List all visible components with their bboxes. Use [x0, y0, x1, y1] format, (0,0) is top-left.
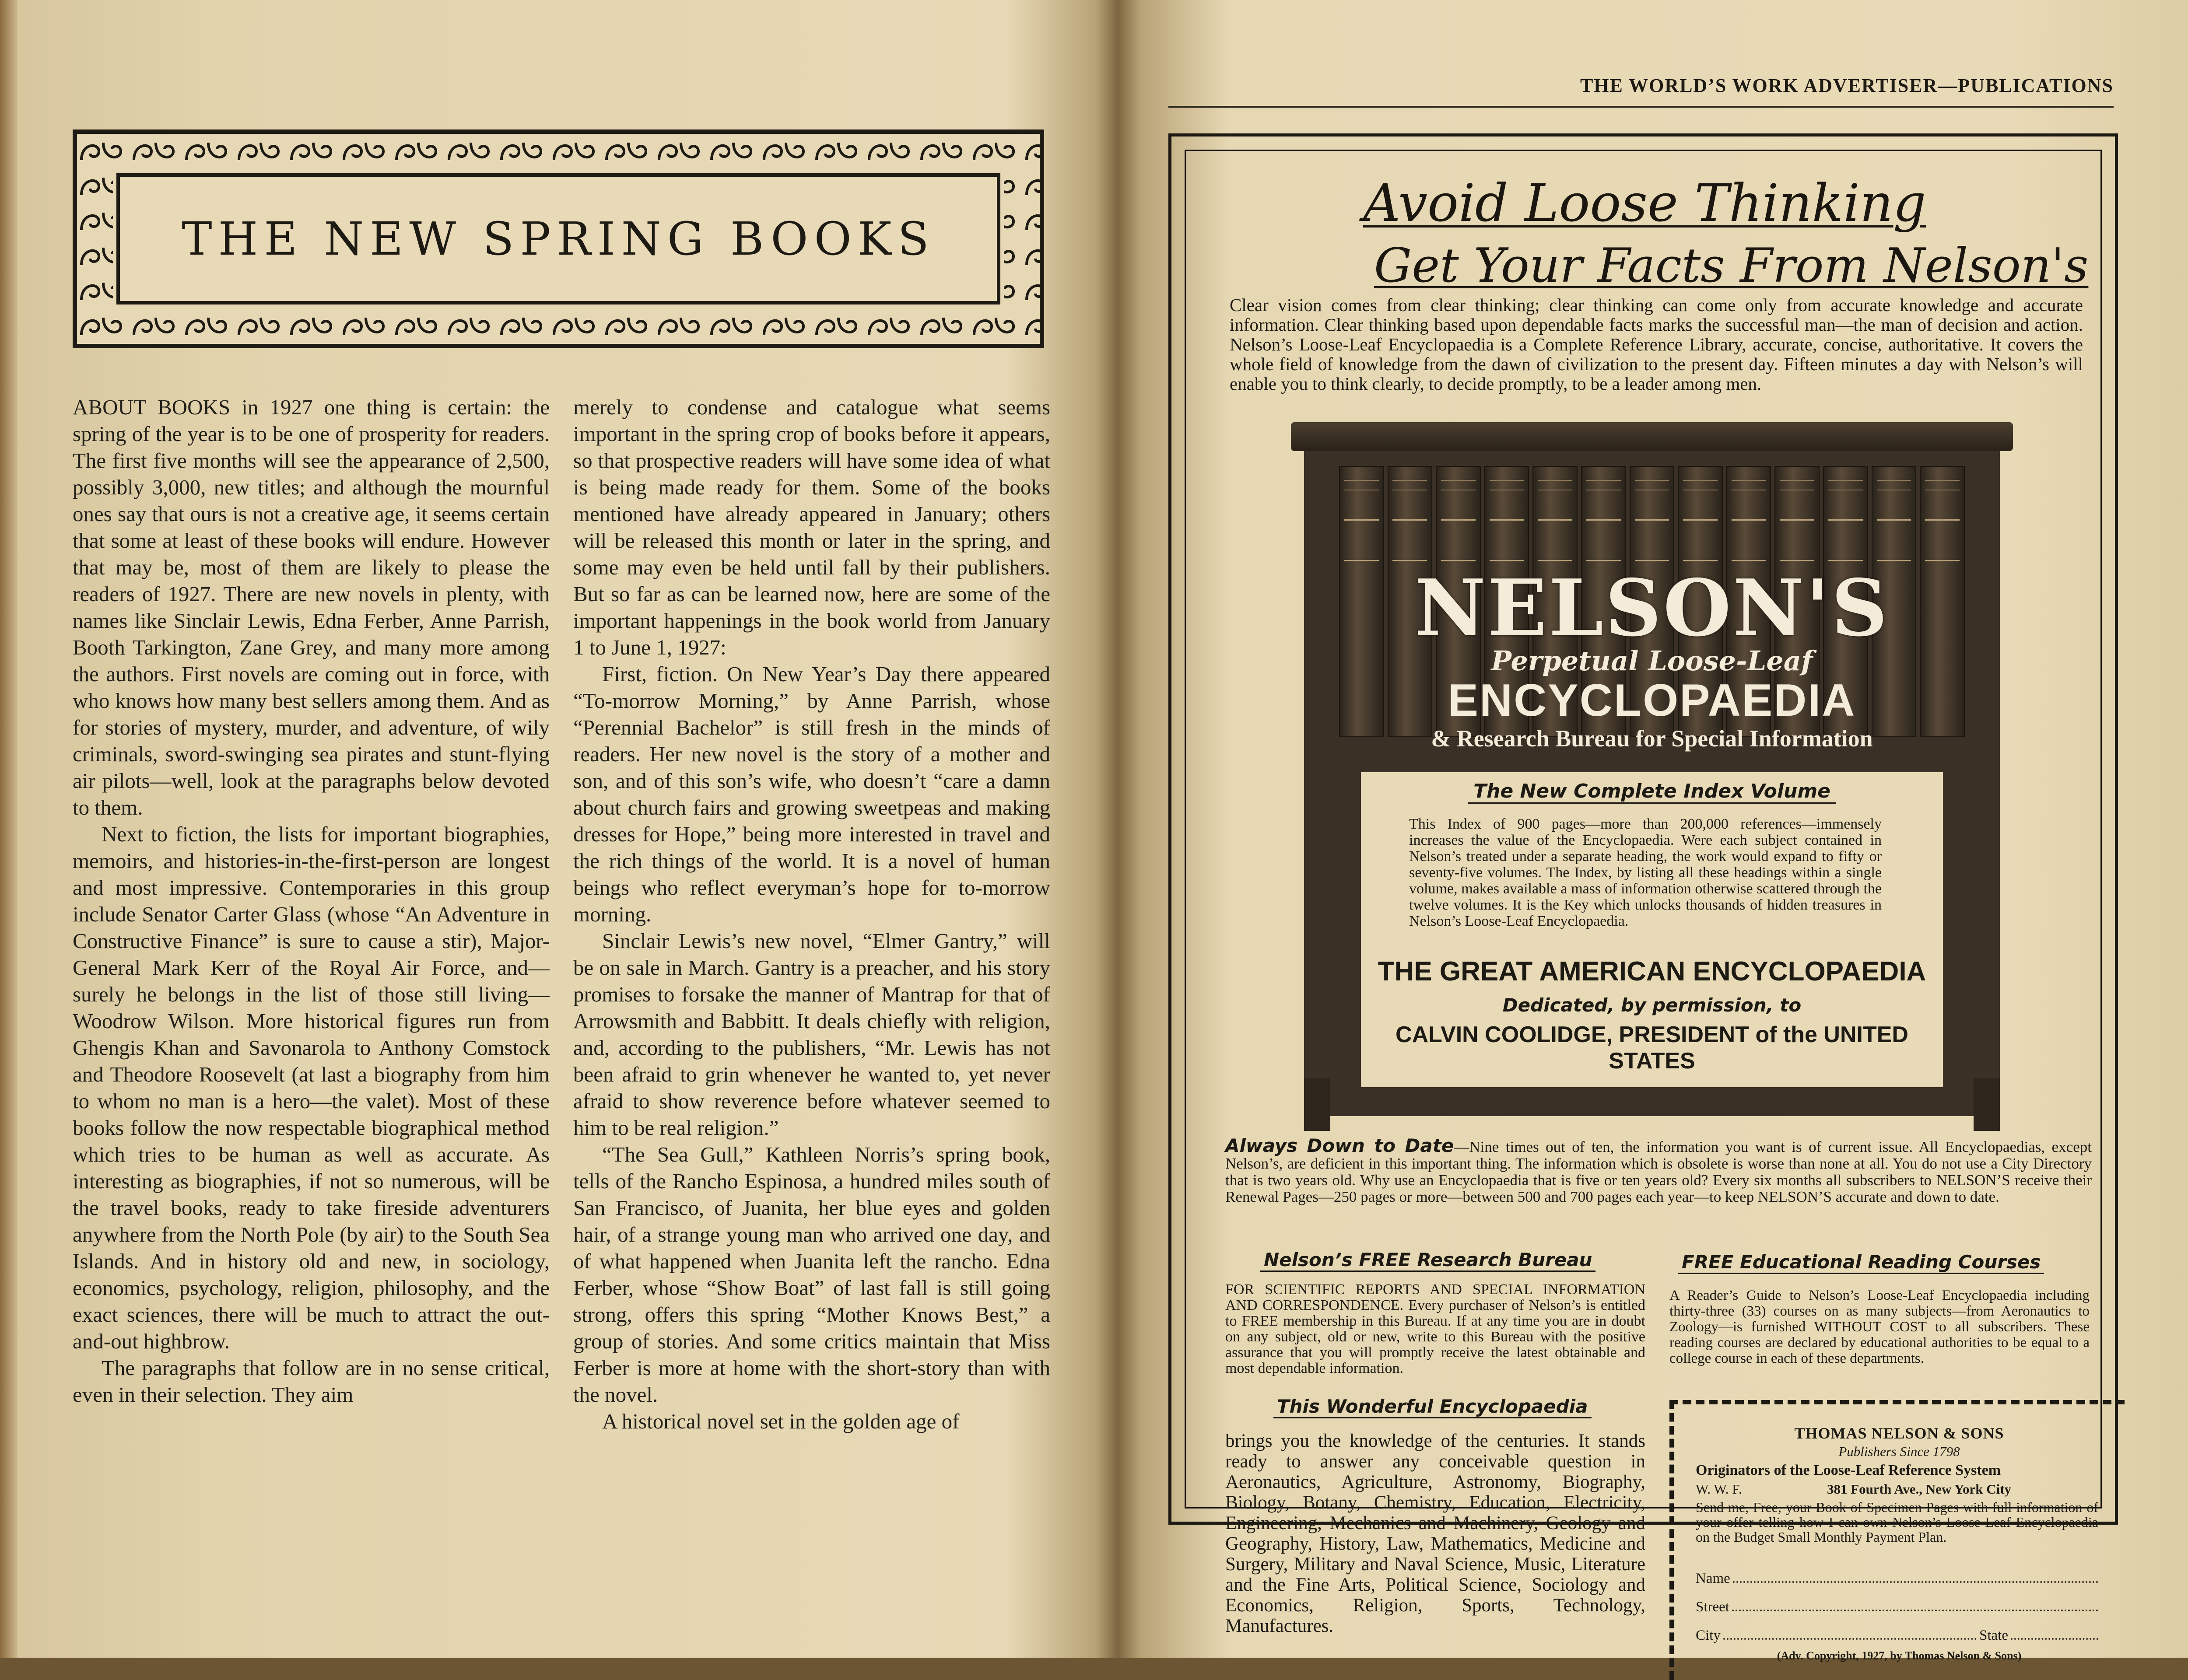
order-coupon[interactable]: [1669, 1400, 2125, 1680]
bookcase-top: [1291, 422, 2013, 451]
dedication-line: Dedicated, by permission, to: [1502, 994, 1802, 1016]
wonderful-heading: This Wonderful Encyclopaedia: [1273, 1396, 1592, 1418]
paragraph: First, fiction. On New Year’s Day there appeared “To-morrow Morning,” by Anne Parrish, whose “Perennial Bachelor” is still fresh in the minds of readers. Her new novel is the story of a mother and son, and of this son’s wife, who doesn’t “care a damn about church fairs and growing sweetpeas and making dresses for Hope,” being more interested in travel and the rich things of the world. It is a novel of human beings who reflect everyman’s hope for to-morrow morning.: [573, 662, 1050, 926]
coupon-originators: Originators of the Loose-Leaf Reference System: [1696, 1462, 2001, 1478]
brand-product: ENCYCLOPAEDIA: [1448, 675, 1856, 726]
header-rule: [1168, 106, 2114, 108]
article-column-2: [573, 394, 1050, 1435]
title-ornamental-frame: [73, 130, 1044, 348]
paragraph: “The Sea Gull,” Kathleen Norris’s spring book, tells of the Rancho Espinosa, a hundred miles south of San Francisco, of Juanita, her blue eyes and golden hair, of a strange young man who arrived one day, and of what happened when Juanita left the rancho. Edna Ferber, whose “Show Boat” of last fall is still going strong, offers this spring “Mother Knows Best,” a group of stories. And some critics maintain that Miss Ferber is more at home with the short-story than with the novel.: [573, 1142, 1050, 1407]
city-state-field[interactable]: [1696, 1628, 2098, 1644]
research-bureau-text: FOR SCIENTIFIC REPORTS AND SPECIAL INFORMATION AND CORRESPONDENCE. Every purchaser of Nelson’s is entitled to FREE membership in this Bureau. If at any time you are in doubt on any subject, old or new, write to this Bureau with the positive assurance that you will promptly receive the latest obtainable and most dependable information.: [1225, 1281, 1645, 1376]
index-heading: [1361, 780, 1943, 802]
brand-name: NELSON'S: [1414, 562, 1890, 654]
brand-research: & Research Bureau for Special Information: [1431, 725, 1873, 752]
reading-courses-heading: FREE Educational Reading Courses: [1678, 1251, 2044, 1274]
bookcase-leg: [1304, 1078, 1330, 1131]
paragraph: merely to condense and catalogue what seems important in the spring crop of books before it appears, so that prospective readers will have some idea of what is being made ready for them. Some of the books mentioned have already appeared in January; others will be released this month or later in the spring, and some may even be held until fall by their publishers. But so far as can be learned now, here are some of the important happenings in the book world from January 1 to June 1, 1927:: [573, 395, 1050, 659]
always-down-to-date: [1225, 1135, 2092, 1205]
name-field[interactable]: [1696, 1571, 2098, 1587]
running-head: THE WORLD’S WORK ADVERTISER—PUBLICATIONS: [1580, 75, 2114, 96]
coupon-since: Publishers Since 1798: [1838, 1444, 1960, 1459]
bookcase-illustration: [1291, 422, 2013, 1131]
street-field[interactable]: [1696, 1599, 2098, 1615]
street-blank[interactable]: [1732, 1610, 2098, 1611]
paragraph: The paragraphs that follow are in no sense critical, even in their selection. They aim: [73, 1356, 550, 1407]
city-label: City: [1696, 1628, 1721, 1643]
reading-courses-text: A Reader’s Guide to Nelson’s Loose-Leaf Encyclopaedia including thirty-three (33) courses on as many subjects—from Aeronautics to Zoology—is furnished WITHOUT COST to all subscribers. These reading courses are declared by educational authorities to be equal to a college course in each of these departments.: [1669, 1288, 2090, 1366]
paragraph: Sinclair Lewis’s new novel, “Elmer Gantry,” will be on sale in March. Gantry is a preacher, and his story promises to forsake the manner of Mantrap for that of Arrowsmith and Babbitt. It deals chiefly with religion, and, according to the publishers, “Mr. Lewis has not been afraid to grin whenever he wanted to, yet never afraid to show reverence before whatever seemed to him to be real religion.”: [573, 929, 1050, 1140]
wonderful-text: brings you the knowledge of the centuries. It stands ready to answer any conceivable question in Aeronautics, Agriculture, Astronomy, Biography, Biology, Botany, Chemistry, Education, Electricity, Engineering, Mechanics and Machinery, Geology and Geography, History, Law, Mathematics, Medicine and Surgery, Military and Naval Science, Music, Literature and the Fine Arts, Political Science, Sociology and Economics, Religion, Sports, Technology, Manufactures.: [1225, 1431, 1645, 1636]
name-blank[interactable]: [1733, 1581, 2098, 1583]
coupon-address-row: [1674, 1481, 2146, 1497]
index-heading-label: The New Complete Index Volume: [1468, 780, 1836, 804]
index-text: This Index of 900 pages—more than 200,000 references—immensely increases the value of the Encyclopaedia. Were each subject contained in Nelson’s treated under a separate heading, the work would expand to fifty or seventy-five volumes. The Index, by listing all these headings within a single volume, makes available a mass of information otherwise scattered through the twelve volumes. It is the Key which unlocks thousands of hidden treasures in Nelson’s Loose-Leaf Encyclopaedia.: [1409, 816, 1882, 929]
name-label: Name: [1696, 1571, 1730, 1586]
index-volume-panel: [1361, 772, 1943, 1087]
script-headline-2: Get Your Facts From Nelson's: [1374, 238, 2089, 293]
paragraph: A historical novel set in the golden age of: [602, 1409, 960, 1433]
state-label: State: [1979, 1628, 2008, 1643]
advertisement-inner-border: [1185, 150, 2102, 1662]
coolidge-line: CALVIN COOLIDGE, PRESIDENT of the UNITED STATES: [1396, 1022, 1908, 1074]
state-blank[interactable]: [2011, 1638, 2098, 1640]
coupon-firm: THOMAS NELSON & SONS: [1794, 1424, 2004, 1442]
research-bureau-heading: Nelson’s FREE Research Bureau: [1260, 1249, 1595, 1272]
title-inner-box: [116, 173, 1000, 304]
bookcase-leg: [1974, 1078, 2000, 1131]
article-column-1: [73, 394, 550, 1408]
left-page-edge: [0, 0, 18, 1658]
coupon-body: Send me, Free, your Book of Specimen Pages with full information of your offer telling how I can own Nelson’s Loose-Leaf Encyclopaedia on the Budget Small Monthly Payment Plan.: [1696, 1499, 2098, 1545]
city-blank[interactable]: [1723, 1638, 1977, 1640]
great-american-title: THE GREAT AMERICAN ENCYCLOPAEDIA: [1378, 956, 1926, 987]
brand-subtitle: Perpetual Loose-Leaf: [1491, 645, 1813, 677]
coupon-copyright: (Adv. Copyright, 1927, by Thomas Nelson & Sons): [1777, 1649, 2022, 1662]
nelson-advertisement: [1168, 133, 2118, 1662]
page-title: THE NEW SPRING BOOKS: [182, 212, 935, 266]
always-heading: Always Down to Date: [1225, 1135, 1454, 1156]
ad-intro-text: Clear vision comes from clear thinking; clear thinking can come only from accurate knowledge and accurate information. Clear thinking based upon dependable facts marks the successful man—the man of decision and action. Nelson’s Loose-Leaf Encyclopaedia is a Complete Reference Library, accurate, concise, authoritative. It covers the whole field of knowledge from the dawn of civilization to the present day. Fifteen minutes a day with Nelson’s will enable you to think clearly, to decide promptly, to be a leader among men.: [1230, 295, 2083, 394]
always-text: —Nine times out of ten, the information you want is of current issue. All Encyclopaedias, except Nelson’s, are deficient in this important thing. The information which is obsolete is worse than none at all. You do not use a City Directory that is two years old. Why use an Encyclopaedia that is five or ten years old? Every six months all subscribers to NELSON’S receive their Renewal Pages—250 pages or more—between 500 and 700 pages each year—to keep NELSON’S accurate and down to date.: [1225, 1138, 2092, 1205]
coupon-address: 381 Fourth Ave., New York City: [1827, 1481, 2012, 1497]
brand-block: [1357, 562, 1947, 752]
paragraph: Next to fiction, the lists for important biographies, memoirs, and histories-in-the-first-person are longest and most impressive. Contemporaries in this group include Senator Carter Glass (whose “An Adventure in Constructive Finance” is sure to cause a stir), Major-General Mark Kerr of the Royal Air Force, and—surely he belongs in the list of those still living—Woodrow Wilson. More historical figures run from Ghengis Khan and Savonarola to Anthony Comstock and Theodore Roosevelt (at last a biography from him to whom no man is a hero—the valet). Most of these books follow the now respectable biographical method which tries to be human as well as accurate. As interesting as biographies, if not so numerous, will be the travel books, ready to take fireside adventurers anywhere from the North Pole (by air) to the South Sea Islands. And in history old and new, in sociology, economics, psychology, religion, philosophy, and the exact sciences, there will be much to attract the out-and-out highbrow.: [73, 822, 550, 1353]
street-label: Street: [1696, 1599, 1729, 1615]
paragraph: ABOUT BOOKS in 1927 one thing is certain: the spring of the year is to be one of prosperity for readers. The first five months will see the appearance of 2,500, possibly 3,000, new titles; and although the mournful ones say that ours is not a creative age, it seems certain that some at least of these books will endure. However that may be, most of them are likely to please the readers of 1927. There are new novels in plenty, with names like Sinclair Lewis, Edna Ferber, Anne Parrish, Booth Tarkington, Zane Grey, and many more among the authors. First novels are coming out in force, with who knows how many best sellers among them. And as for stories of mystery, murder, and adventure, of wily criminals, sword-swinging sea pirates and stunt-flying air pilots—well, look at the paragraphs below devoted to them.: [73, 395, 550, 819]
coupon-code: W. W. F.: [1696, 1481, 1742, 1497]
script-headline-1: Avoid Loose Thinking: [1363, 173, 1926, 233]
